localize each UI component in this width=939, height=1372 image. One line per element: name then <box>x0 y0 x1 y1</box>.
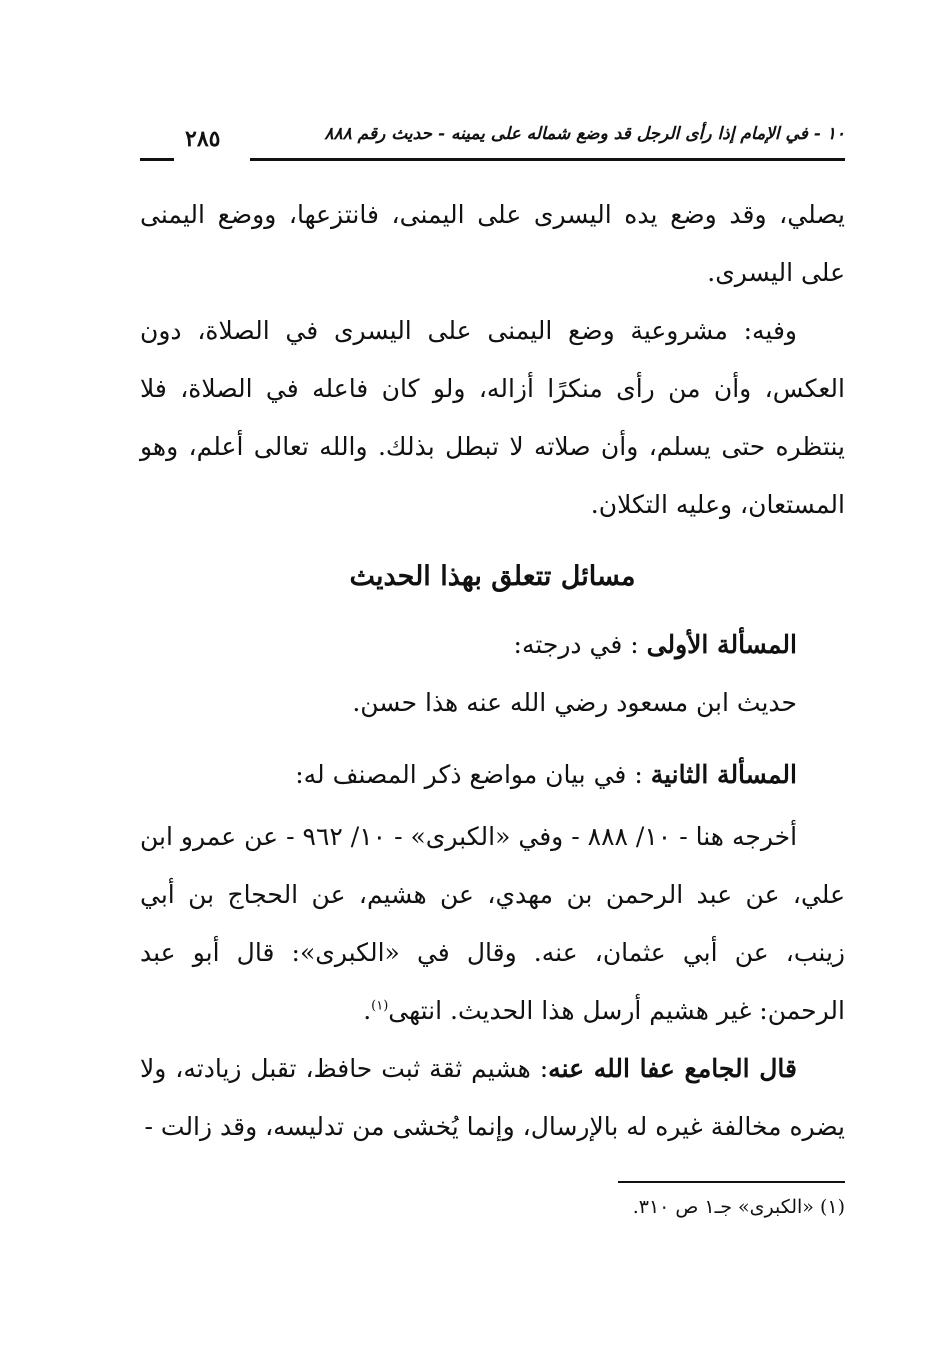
masala-1-text: : في درجته: <box>513 630 639 659</box>
paragraph-benefits <box>140 302 845 534</box>
masala-1-body: حديث ابن مسعود رضي الله عنه هذا حسن. <box>352 688 797 717</box>
paragraph-continuation <box>140 186 845 302</box>
jami-label: قال الجامع عفا الله عنه <box>548 1054 797 1083</box>
jami-paragraph <box>140 1040 845 1156</box>
masala-2-body-end: . <box>363 996 372 1025</box>
footnote-reference: (١) <box>371 998 389 1014</box>
masala-2 <box>140 746 845 804</box>
running-title: ١٠ - في الإمام إذا رأى الرجل قد وضع شماله على يمينه - حديث رقم ٨٨٨ <box>324 124 845 144</box>
footnote <box>500 1193 845 1221</box>
masala-1-label: المسألة الأولى <box>646 630 797 659</box>
footnote-marker: (١) <box>819 1196 845 1218</box>
footnote-rule <box>618 1181 845 1183</box>
jami-text: : هشيم ثقة ثبت حافظ، تقبل زيادته، ولا يضره مخالفة غيره له بالإرسال، وإنما يُخشى من تدليسه، وقد زالت - <box>140 1054 845 1141</box>
masala-2-body <box>140 808 845 1040</box>
masala-1-heading <box>140 616 845 674</box>
header-dash <box>140 158 174 161</box>
jami-statement <box>140 1040 845 1156</box>
masala-1 <box>140 616 845 732</box>
page-number: ٢٨٥ <box>185 126 221 152</box>
masala-2-body-main: أخرجه هنا - ١٠/ ٨٨٨ - وفي «الكبرى» - ١٠/ ٩٦٢ - عن عمرو ابن علي، عن عبد الرحمن بن مهدي، عن هشيم، عن الحجاج بن أبي زينب، عن أبي عثمان، عنه. وقال في «الكبرى»: قال أبو عبد الرحمن: غير هشيم أرسل هذا الحديث. انتهى <box>140 822 845 1025</box>
header-rule <box>250 158 845 161</box>
paragraph-text: وفيه: مشروعية وضع اليمنى على اليسرى في الصلاة، دون العكس، وأن من رأى منكرًا أزاله، ولو كان فاعله في الصلاة، فلا ينتظره حتى يسلم، وأن صلاته لا تبطل بذلك. والله تعالى أعلم، وهو المستعان، وعليه التكلان. <box>140 316 845 519</box>
footnote-text: «الكبرى» جـ١ ص ٣١٠. <box>632 1196 814 1218</box>
page-header <box>140 124 845 160</box>
masala-2-label: المسألة الثانية <box>650 760 797 789</box>
masala-2-heading <box>140 746 845 804</box>
masala-2-body-text <box>140 808 845 1040</box>
section-title: مسائل تتعلق بهذا الحديث <box>349 561 636 592</box>
masala-2-text: : في بيان مواضع ذكر المصنف له: <box>295 760 643 789</box>
paragraph-text: يصلي، وقد وضع يده اليسرى على اليمنى، فانتزعها، ووضع اليمنى على اليسرى. <box>140 200 845 287</box>
